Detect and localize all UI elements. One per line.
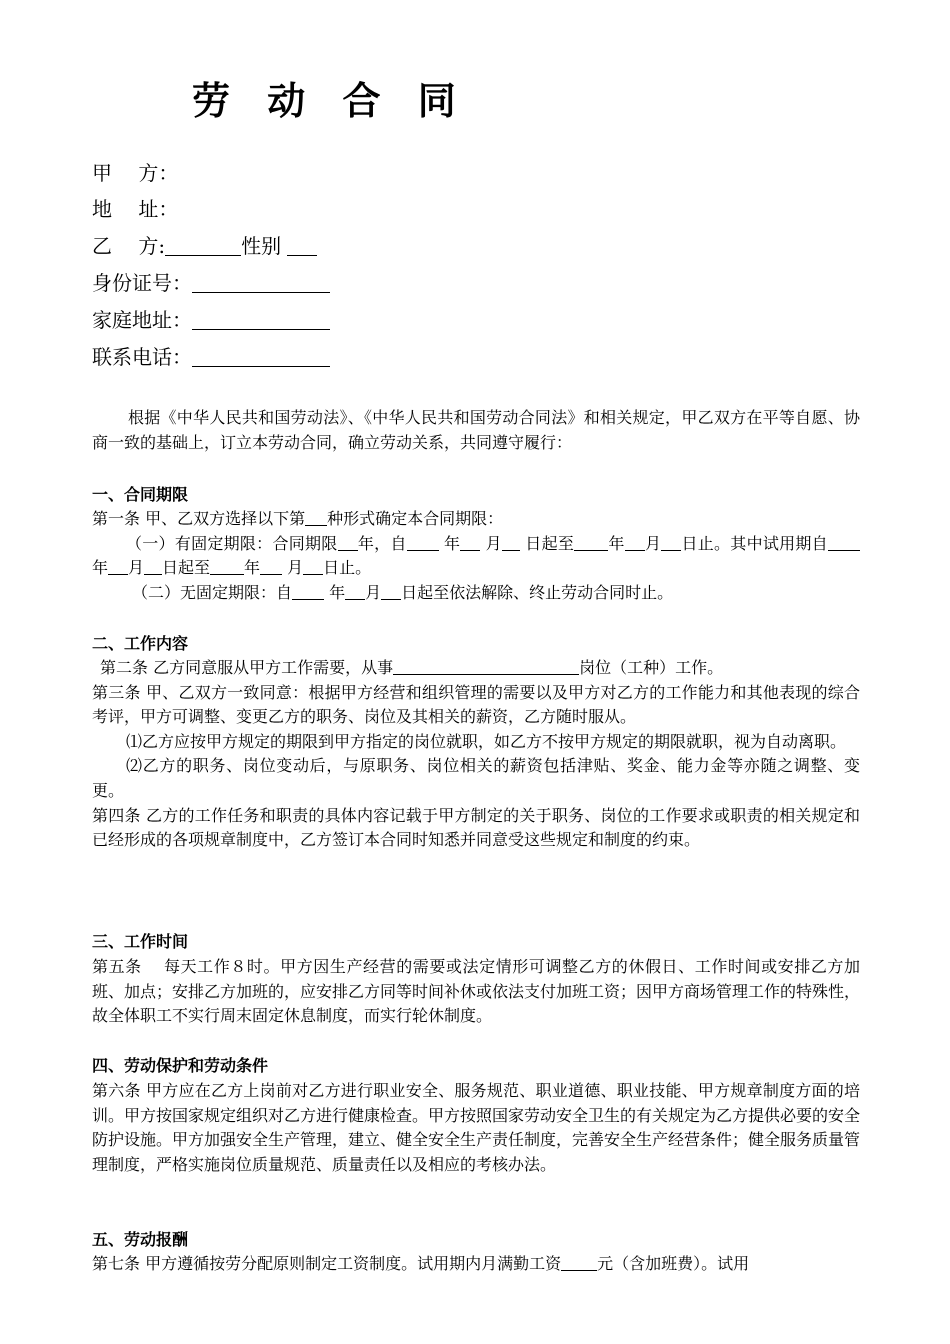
article-7 (92, 1252, 860, 1277)
o2-text: 月 (365, 582, 382, 602)
o1-text: 日止。其中试用期自 (681, 533, 828, 553)
section-4-heading: 四、劳动保护和劳动条件 (92, 1056, 269, 1075)
open-start-year-blank[interactable] (292, 582, 324, 600)
o1-text: 年，自 (357, 533, 407, 553)
section-5-heading: 五、劳动报酬 (92, 1230, 189, 1249)
trial-end-month-blank[interactable] (260, 557, 282, 575)
id-number-line (92, 270, 330, 296)
gender-label: 性别 (241, 234, 288, 258)
end-month-blank[interactable] (625, 533, 645, 551)
o1-text: 年 (608, 533, 625, 553)
o1-text: 月 (480, 533, 502, 553)
o1-text: 年 (438, 533, 461, 553)
o1-text: 日止。 (323, 558, 372, 578)
section-2-body (92, 656, 860, 853)
home-address-label: 家庭地址： (92, 308, 192, 332)
trial-salary-blank[interactable] (561, 1253, 597, 1271)
o1-text: 年 (92, 558, 109, 578)
gender-blank[interactable] (287, 235, 317, 256)
open-start-month-blank[interactable] (345, 582, 365, 600)
article-2 (92, 656, 860, 681)
trial-start-month-blank[interactable] (108, 557, 128, 575)
article-1-text-end: 种形式确定本合同期限： (327, 509, 504, 528)
address-line (92, 196, 178, 222)
end-day-blank[interactable] (661, 533, 681, 551)
phone-blank[interactable] (192, 346, 330, 367)
o1-text: 年 (244, 558, 261, 578)
trial-end-day-blank[interactable] (303, 557, 323, 575)
o2-text: 年 (324, 582, 346, 602)
o1-text: 月 (644, 533, 662, 553)
phone-label: 联系电话： (92, 345, 192, 369)
party-a-line (92, 160, 178, 186)
document-title: 劳 动 合 同 (192, 79, 468, 123)
section-1-heading: 一、合同期限 (92, 485, 189, 504)
trial-start-day-blank[interactable] (144, 557, 162, 575)
article-7-text-end: 元（含加班费）。试用 (597, 1254, 750, 1273)
o2-text: （二）无固定期限：自 (132, 582, 293, 602)
open-start-day-blank[interactable] (381, 582, 401, 600)
option-fixed-term (92, 532, 860, 581)
section-4-body (92, 1079, 860, 1177)
o1-text: 月 (128, 558, 145, 578)
o2-text: 日起至依法解除、终止劳动合同时止。 (401, 582, 674, 602)
article-1 (92, 507, 860, 532)
party-b-name-blank[interactable] (165, 235, 241, 256)
o1-text: （一）有固定期限：合同期限 (126, 533, 338, 553)
article-5: 第五条 每天工作８时。甲方因生产经营的需要或法定情形可调整乙方的休假日、工作时间或安排乙方加班、加点；安排乙方加班的，应安排乙方同等时间补休或依法支付加班工资；因甲方商场管理工作的特殊性，故全体职工不实行周末固定休息制度，而实行轮休制度。 (92, 957, 861, 1026)
article-2-text: 第二条 乙方同意服从甲方工作需要，从事 (100, 658, 394, 677)
party-a-label: 甲 方： (92, 161, 179, 185)
article-4: 第四条 乙方的工作任务和职责的具体内容记载于甲方制定的关于职务、岗位的工作要求或职责的相关规定和已经形成的各项规章制度中，乙方签订本合同时知悉并同意受这些规定和制度的约束。 (92, 805, 860, 850)
option-open-term (92, 581, 860, 606)
article-3: 第三条 甲、乙双方一致同意：根据甲方经营和组织管理的需要以及甲方对乙方的工作能力和其他表现的综合考评，甲方可调整、变更乙方的职务、岗位及其相关的薪资，乙方随时服从。 (92, 682, 860, 727)
o1-text: 月 (282, 558, 304, 578)
o1-text: 日起至 (162, 558, 211, 578)
phone-line (92, 344, 330, 370)
home-address-blank[interactable] (192, 309, 330, 330)
term-years-blank[interactable] (338, 533, 358, 551)
form-choice-blank[interactable] (305, 508, 327, 526)
start-month-blank[interactable] (460, 533, 480, 551)
id-number-label: 身份证号： (92, 271, 192, 295)
article-6: 第六条 甲方应在乙方上岗前对乙方进行职业安全、服务规范、职业道德、职业技能、甲方规章制度方面的培训。甲方按国家规定组织对乙方进行健康检查。甲方按照国家劳动安全卫生的有关规定为乙方提供必要的安全防护设施。甲方加强安全生产管理，建立、健全安全生产责任制度，完善安全生产经营条件；健全服务质量管理制度，严格实施岗位质量规范、质量责任以及相应的考核办法。 (92, 1081, 861, 1174)
end-year-blank[interactable] (574, 533, 608, 551)
section-2-heading: 二、工作内容 (92, 634, 189, 653)
party-b-line (92, 233, 317, 259)
section-1-body (92, 507, 860, 605)
section-3-body (92, 955, 860, 1029)
home-address-line (92, 307, 330, 333)
trial-end-year-blank[interactable] (210, 557, 244, 575)
address-label: 地 址： (92, 197, 179, 221)
intro-paragraph: 根据《中华人民共和国劳动法》、《中华人民共和国劳动合同法》和相关规定，甲乙双方在平等自愿、协商一致的基础上，订立本劳动合同，确立劳动关系，共同遵守履行： (92, 408, 860, 452)
article-7-text: 第七条 甲方遵循按劳分配原则制定工资制度。试用期内月满勤工资 (92, 1254, 562, 1273)
position-blank[interactable] (393, 657, 579, 675)
party-b-label: 乙 方: (92, 234, 166, 258)
o1-text: 日起至 (519, 533, 575, 553)
start-year-blank[interactable] (407, 533, 439, 551)
article-1-text: 第一条 甲、乙双方选择以下第 (92, 509, 306, 528)
start-day-blank[interactable] (502, 533, 520, 551)
section-5-body (92, 1252, 860, 1277)
section-3-heading: 三、工作时间 (92, 932, 189, 951)
article-3-item-2: ⑵乙方的职务、岗位变动后，与原职务、岗位相关的薪资包括津贴、奖金、能力金等亦随之调整、变更。 (92, 756, 860, 800)
trial-start-year-blank[interactable] (828, 533, 860, 551)
article-3-item-1: ⑴乙方应按甲方规定的期限到甲方指定的岗位就职，如乙方不按甲方规定的期限就职，视为自动离职。 (126, 731, 847, 751)
article-2-text-end: 岗位（工种）工作。 (579, 658, 724, 677)
id-number-blank[interactable] (192, 272, 330, 293)
